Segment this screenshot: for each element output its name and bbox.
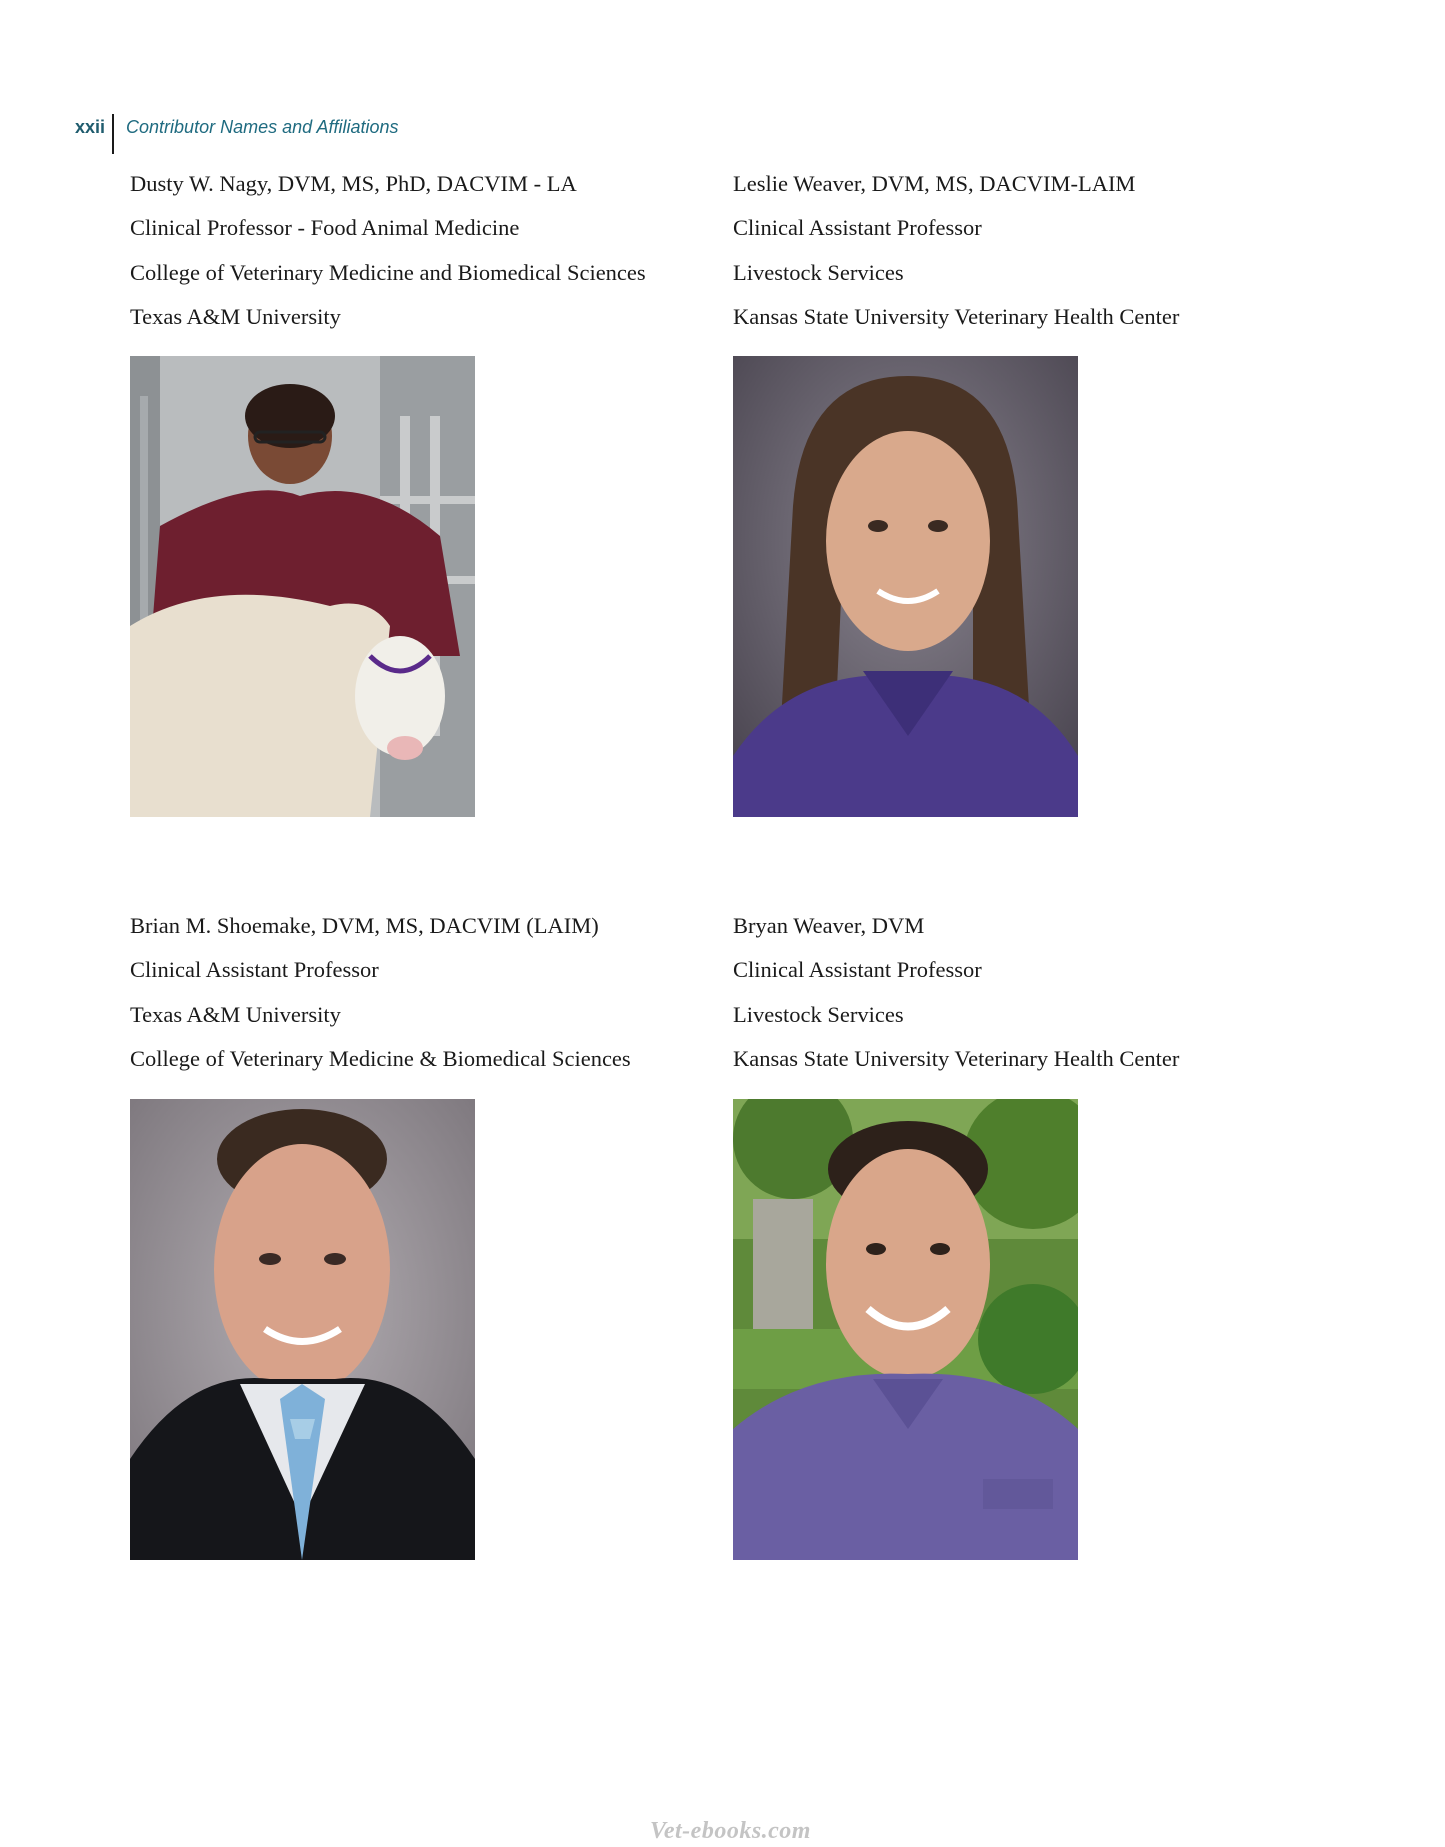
section-title: Contributor Names and Affiliations [126,117,399,137]
contributor-photo [733,356,1078,817]
contributor-name: Leslie Weaver, DVM, MS, DACVIM-LAIM [733,171,1136,196]
page-number: xxii [75,117,106,137]
contributor-entry [130,162,690,339]
contributor-affiliation: Livestock Services [733,1001,904,1027]
contributor-title: Clinical Assistant Professor [733,957,982,983]
contributor-photo [733,1099,1078,1560]
contributor-name: Brian M. Shoemake, DVM, MS, DACVIM (LAIM) [130,913,599,938]
contributor-title: Clinical Assistant Professor [733,215,982,241]
contributor-photo [130,356,475,817]
contributor-entry [733,162,1293,339]
contributor-affiliation: Kansas State University Veterinary Health Center [733,303,1180,329]
watermark-logo: Vet-ebooks.com [650,1818,811,1844]
contributor-affiliation: Texas A&M University [130,303,341,329]
contributor-affiliation: Kansas State University Veterinary Health Center [733,1045,1180,1071]
contributor-affiliation: College of Veterinary Medicine and Biomedical Sciences [130,259,646,285]
contributor-photo [130,1099,475,1560]
contributor-name: Bryan Weaver, DVM [733,913,925,938]
contributor-name: Dusty W. Nagy, DVM, MS, PhD, DACVIM - LA [130,171,577,196]
contributor-title: Clinical Assistant Professor [130,957,379,983]
contributor-title: Clinical Professor - Food Animal Medicine [130,215,520,241]
contributor-entry [130,904,690,1081]
contributor-entry [733,904,1293,1081]
contributor-affiliation: Texas A&M University [130,1001,341,1027]
contributor-affiliation: College of Veterinary Medicine & Biomedical Sciences [130,1045,631,1071]
running-header [75,114,399,154]
contributor-affiliation: Livestock Services [733,259,904,285]
